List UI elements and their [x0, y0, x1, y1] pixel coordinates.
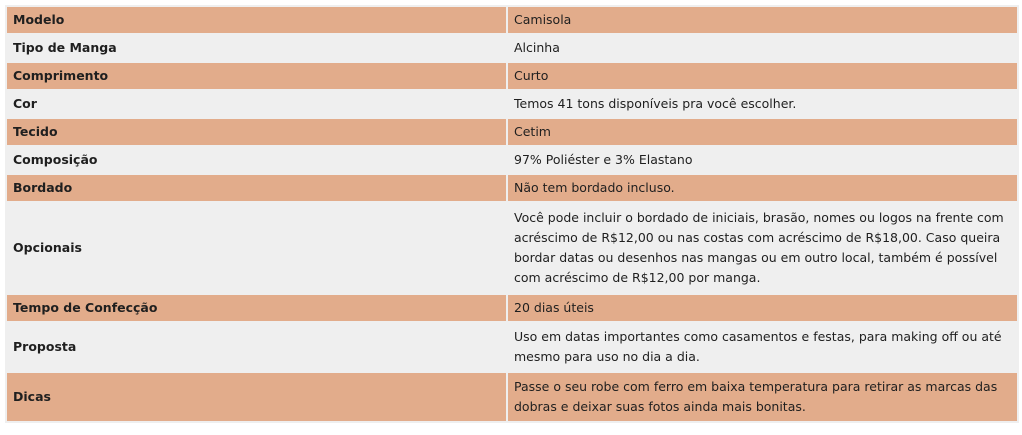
spec-value-opcionais: Você pode incluir o bordado de iniciais, brasão, nomes ou logos na frente com acréscimo de R$12,00 ou nas costas com acréscimo de R$18,00. Caso queira bordar datas ou desenhos nas mangas ou em outro local, também é possível com acréscimo de R$12,00 por manga. [508, 203, 1017, 293]
spec-label-opcionais: Opcionais [7, 203, 506, 293]
spec-label-proposta: Proposta [7, 323, 506, 371]
table-row [7, 147, 1017, 173]
spec-label-cor: Cor [7, 91, 506, 117]
product-spec-table [5, 5, 1019, 423]
table-row [7, 119, 1017, 145]
spec-value-dicas: Passe o seu robe com ferro em baixa temperatura para retirar as marcas das dobras e deixar suas fotos ainda mais bonitas. [508, 373, 1017, 421]
table-row [7, 7, 1017, 33]
table-row [7, 295, 1017, 321]
spec-value-tipo-de-manga: Alcinha [508, 35, 1017, 61]
spec-value-proposta: Uso em datas importantes como casamentos e festas, para making off ou até mesmo para uso no dia a dia. [508, 323, 1017, 371]
spec-label-dicas: Dicas [7, 373, 506, 421]
table-row [7, 373, 1017, 421]
table-row [7, 203, 1017, 293]
spec-value-tempo-de-confeccao: 20 dias úteis [508, 295, 1017, 321]
spec-label-composicao: Composição [7, 147, 506, 173]
spec-value-comprimento: Curto [508, 63, 1017, 89]
table-row [7, 63, 1017, 89]
spec-value-composicao: 97% Poliéster e 3% Elastano [508, 147, 1017, 173]
spec-value-tecido: Cetim [508, 119, 1017, 145]
spec-label-tipo-de-manga: Tipo de Manga [7, 35, 506, 61]
table-row [7, 323, 1017, 371]
spec-value-bordado: Não tem bordado incluso. [508, 175, 1017, 201]
spec-label-bordado: Bordado [7, 175, 506, 201]
table-row [7, 35, 1017, 61]
spec-label-comprimento: Comprimento [7, 63, 506, 89]
spec-label-tempo-de-confeccao: Tempo de Confecção [7, 295, 506, 321]
spec-value-cor: Temos 41 tons disponíveis pra você escolher. [508, 91, 1017, 117]
spec-label-modelo: Modelo [7, 7, 506, 33]
spec-value-modelo: Camisola [508, 7, 1017, 33]
table-row [7, 175, 1017, 201]
table-row [7, 91, 1017, 117]
spec-label-tecido: Tecido [7, 119, 506, 145]
